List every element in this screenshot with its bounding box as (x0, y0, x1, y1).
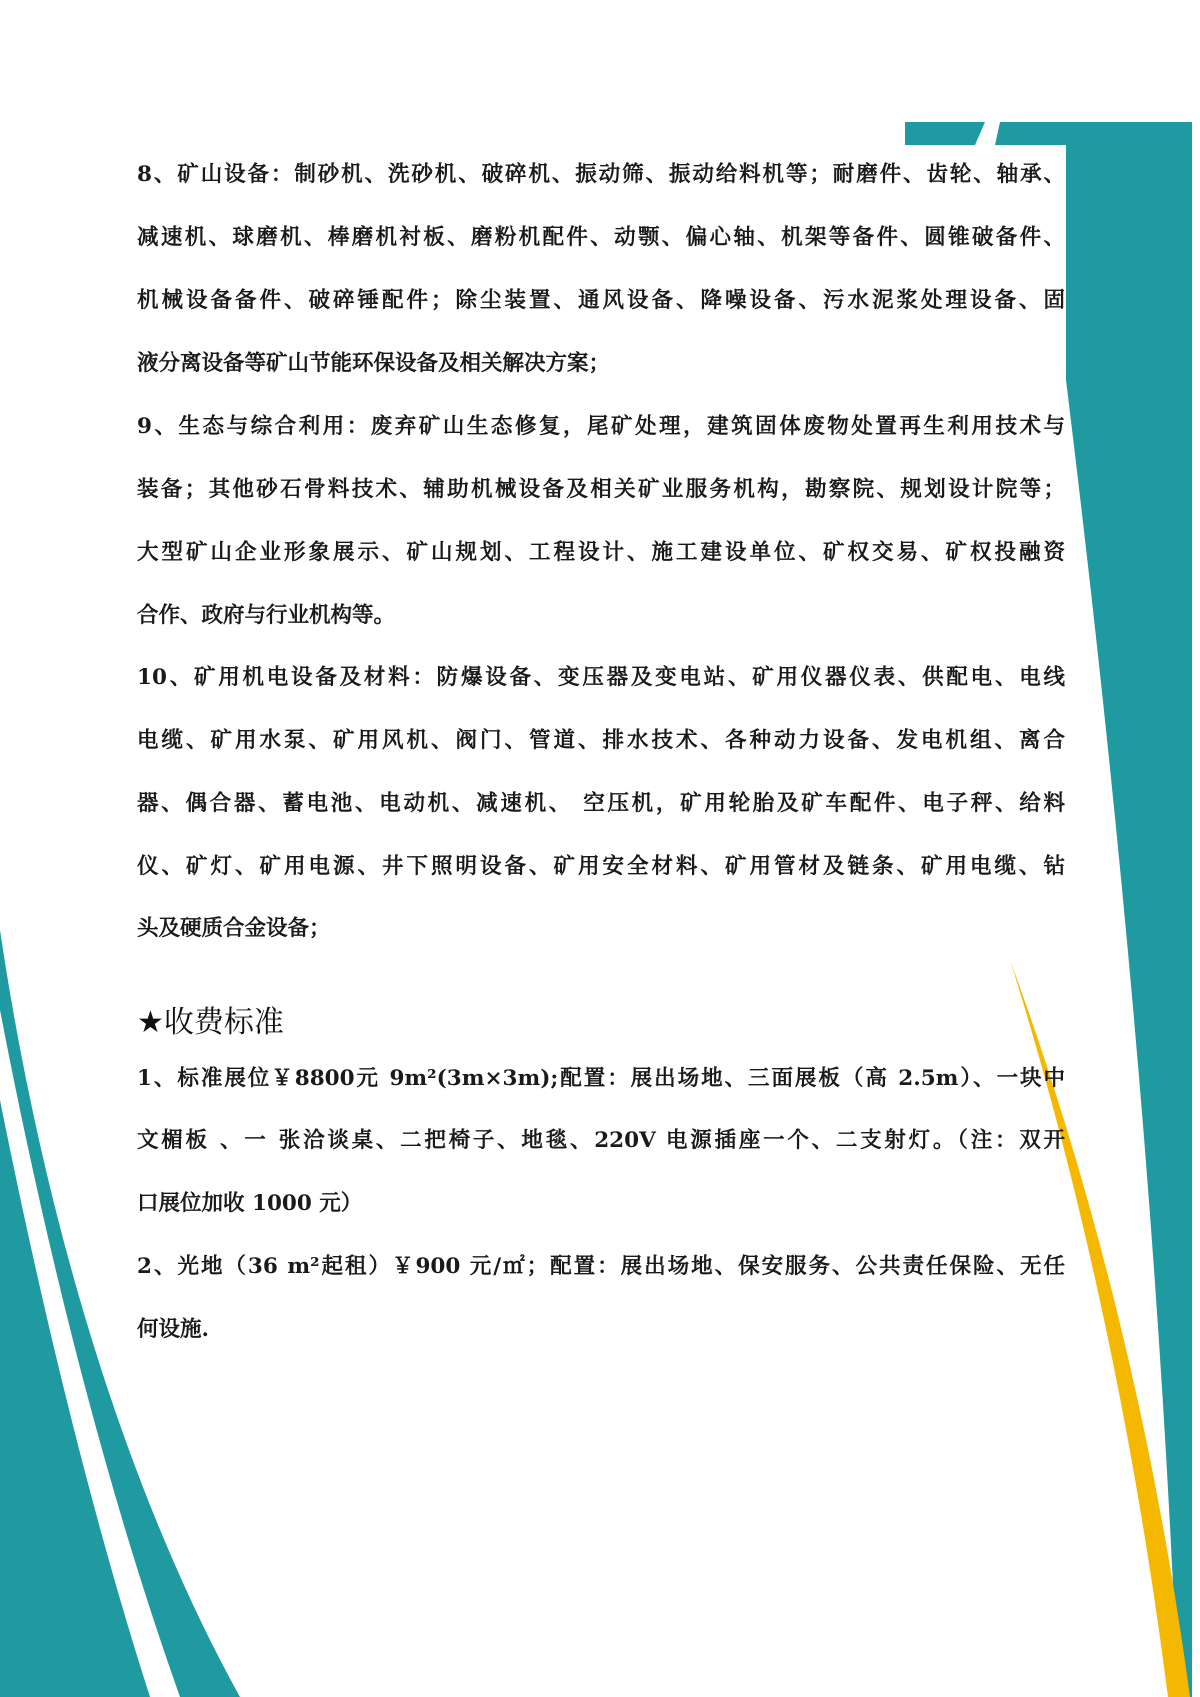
teal-top-right-shape (905, 122, 985, 145)
text-line: 头及硬质合金设备； (137, 916, 331, 941)
text-line: 电缆、矿用水泵、矿用风机、阀门、管道、排水技术、各种动力设备、发电机组、离合 (137, 728, 1065, 753)
fee-line: 文楣板 、一 张洽谈桌、二把椅子、地毯、220V 电源插座一个、二支射灯。（注：双开 (137, 1128, 1065, 1153)
text-line: 器、偶合器、蓄电池、电动机、减速机、 空压机，矿用轮胎及矿车配件、电子秤、给料 (137, 791, 1065, 816)
text-line: 9、生态与综合利用：废弃矿山生态修复，尾矿处理，建筑固体废物处置再生利用技术与 (137, 414, 1065, 439)
text-line: 仪、矿灯、矿用电源、井下照明设备、矿用安全材料、矿用管材及链条、矿用电缆、钻 (137, 854, 1065, 879)
text-line: 10、矿用机电设备及材料：防爆设备、变压器及变电站、矿用仪器仪表、供配电、电线 (137, 665, 1065, 690)
text-line: 8、矿山设备：制砂机、洗砂机、破碎机、振动筛、振动给料机等；耐磨件、齿轮、轴承、 (137, 162, 1065, 187)
text-line: 装备；其他砂石骨料技术、辅助机械设备及相关矿业服务机构，勘察院、规划设计院等； (137, 477, 1065, 502)
text-line: 机械设备备件、破碎锤配件；除尘装置、通风设备、降噪设备、污水泥浆处理设备、固 (137, 288, 1065, 313)
text-line: 大型矿山企业形象展示、矿山规划、工程设计、施工建设单位、矿权交易、矿权投融资 (137, 540, 1065, 565)
fees-heading: ★收费标准 (137, 1005, 284, 1040)
fee-line: 2、光地（36 m²起租）￥900 元/㎡；配置：展出场地、保安服务、公共责任保险、无任 (137, 1254, 1065, 1279)
text-line: 减速机、球磨机、棒磨机衬板、磨粉机配件、动颚、偏心轴、机架等备件、圆锥破备件、 (137, 225, 1065, 250)
fee-line: 口展位加收 1000 元） (137, 1191, 363, 1216)
fee-line: 1、标准展位￥8800元 9m²(3m×3m);配置：展出场地、三面展板（高 2.5m）、一块中 (137, 1066, 1065, 1091)
fee-line: 何设施. (137, 1317, 209, 1342)
text-line: 合作、政府与行业机构等。 (137, 603, 396, 628)
text-line: 液分离设备等矿山节能环保设备及相关解决方案； (137, 351, 611, 376)
